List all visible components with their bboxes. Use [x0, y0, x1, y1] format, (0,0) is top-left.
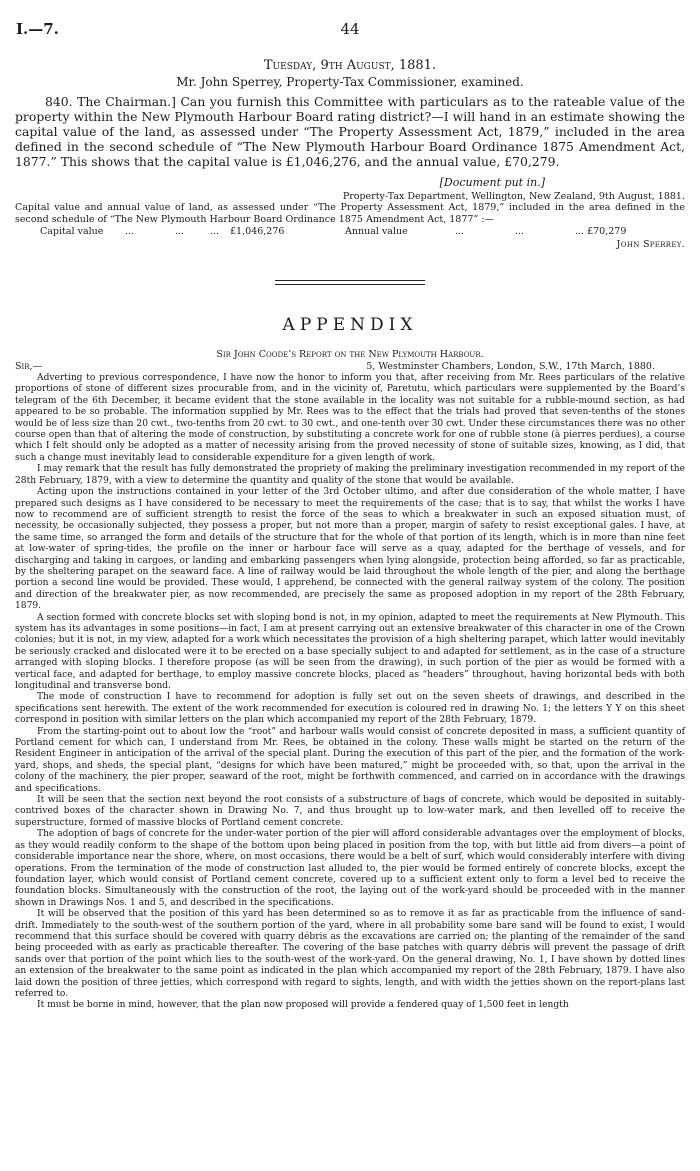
paragraph: From the starting-point out to about low the “root” and harbour walls would consist of concrete deposited in mass, a sufficient quantity of Portland cement for which can, I understand from Mr. Rees, be obtained in the colony. These walls might be started on the return of the Resident Engineer in anticipation of the arrival of the special plant. During the execution of this part of the pier, and the formation of the work-yard, shops, and sheds, the special plant, “designs for which have been matured,” might be proceeded with, so that, upon the arrival in the colony of the machinery, the pier proper, seaward of the root, might be forthwith commenced, and carried on in accordance with the drawings and specifications. [15, 726, 685, 794]
address: 5, Westminster Chambers, London, S.W., 17th March, 1880. [366, 361, 655, 373]
witness-line: Mr. John Sperrey, Property-Tax Commissioner, examined. [176, 75, 524, 89]
paragraph: I may remark that the result has fully demonstrated the propriety of making the preliminary investigation recommended in my report of the 28th February, 1879, with a view to determine the quantity and quality of the stone that would be available. [15, 464, 685, 486]
report-title: Sir John Coode’s Report on the New Plymouth Harbour. [216, 349, 484, 361]
paragraph: Acting upon the instructions contained in your letter of the 3rd October ultimo, and after due consideration of the whole matter, I have prepared such designs as I have considered to be necessary to meet the requirements of the case; that is to say, that whilst the works I have now to recommend are of sufficient strength to resist the force of the seas to which a breakwater in such an exposed situation must, of necessity, be occasionally subjected, they possess a proper, but not more than a proper, margin of safety to resist exceptional gales. I have, at the same time, so arranged the form and details of the structure that for the whole of that portion of its length, which is in more than nine feet at low-water of spring-tides, the profile on the inner or harbour face will serve as a quay, adapted for the berthage of vessels, and for discharging and taking in cargoes, or landing and embarking passengers when lying alongside, protection being afforded, so far as practicable, by the sheltering parapet on the seaward face. A line of railway would be laid throughout the whole length of the pier, and along the berthage portion a second line would be provided. These would, I apprehend, be connected with the general railway system of the colony. The position and direction of the breakwater pier, as now recommended, are precisely the same as proposed adoption in my report of the 28th February, 1879. [15, 487, 685, 612]
document-put-in: [Document put in.] [439, 175, 545, 189]
paragraph: The adoption of bags of concrete for the under-water portion of the pier will afford considerable advantages over the employment of blocks, as they would readily conform to the shape of the bottom upon being placed in position from the top, with but little aid from divers—a point of considerable importance near the shore, where, on most occasions, there would be a belt of surf, which would considerably interfere with diving operations. From the termination of the mode of construction last alluded to, the pier would be formed entirely of concrete blocks, except the foundation layer, which would consist of Portland cement concrete, covered up to a sufficient extent only to form a level bed to receive the foundation blocks. Simultaneously with the construction of the root, the laying out of the work-yard should be proceeded with in the manner shown in Drawings Nos. 1 and 5, and described in the specifications. [15, 829, 685, 908]
capital-paragraph: Capital value and annual value of land, as assessed under “The Property Assessment Act, 1879,” included in the area defined in the second schedule of “The New Plymouth Harbour Board Ordinance 1875 Amendment Act, 1877” :— [15, 202, 685, 225]
question-840: 840. The Chairman.] Can you furnish this Committee with particulars as to the rateable value of the property within the New Plymouth Harbour Board rating district?—I will hand in an estimate showing the capital value of the land, as assessed under “The Property Assessment Act, 1879,” included in the area defined in the second schedule of “The New Plymouth Harbour Board Ordinance 1875 Amendment Act, 1877.” This shows that the capital value is £1,046,276, and the annual value, £70,279. [15, 94, 685, 169]
department-line: Property-Tax Department, Wellington, New Zealand, 9th August, 1881. [342, 190, 685, 202]
capital-amount: £1,046,276 [230, 226, 285, 238]
page-number: 44 [340, 20, 360, 38]
date-line: Tuesday, 9th August, 1881. [263, 58, 437, 73]
salutation: Sir,— [15, 361, 43, 373]
paragraph: It must be borne in mind, however, that the plan now proposed will provide a fendered quay of 1,500 feet in length [37, 1000, 569, 1011]
document-body [15, 58, 685, 1012]
dots-4: ... [455, 226, 465, 238]
document-code: I.—7. [16, 20, 59, 38]
dots-1: ... [125, 226, 135, 238]
dots-2: ... [175, 226, 185, 238]
paragraph: The mode of construction I have to recommend for adoption is fully set out on the seven sheets of drawings, and described in the specifications sent herewith. The extent of the work recommended for execution is coloured red in drawing No. 1; the letters Y Y on this sheet correspond in position with similar letters on the plan which accompanied my report of the 28th February, 1879. [15, 692, 685, 726]
appendix-title: APPENDIX [282, 315, 418, 336]
signature: John Sperrey. [616, 239, 685, 251]
paragraph: It will be seen that the section next beyond the root consists of a substructure of bags of concrete, which would be deposited in suitably-contrived boxes of the character shown in Drawing No. 7, and thus brought up to low-water mark, and then levelled off to receive the superstructure, formed of massive blocks of Portland cement concrete. [15, 795, 685, 828]
dots-3: ... [210, 226, 220, 238]
annual-label: Annual value [345, 226, 408, 238]
annual-amount: ... £70,279 [575, 226, 627, 238]
paragraph: Adverting to previous correspondence, I have now the honor to inform you that, after receiving from Mr. Rees particulars of the relative proportions of stone of different sizes procurable from, and in the vicinity of, Paretutu, which particulars were supplemented by the Board’s telegram of the 6th December, it became evident that the stone available in the locality was not suitable for a rubble-mound section, as had appeared to be so probable. The information supplied by Mr. Rees was to the effect that the trials had proved that seven-tenths of the stones would be of less size than 20 cwt., two-tenths from 20 cwt. to 30 cwt., and one-tenth over 30 cwt. Under these circumstances there was no other course open than that of altering the mode of construction, by substituting a concrete work for one of rubble stone (à pierres perdues), a course which I felt should only be adopted as a matter of necessity arising from the proved necessity of stone of suitable sizes, knowing, as I did, that such a change must inevitably lead to considerable expenditure for a given length of work. [15, 373, 685, 463]
paragraph: A section formed with concrete blocks set with sloping bond is not, in my opinion, adapted to meet the requirements at New Plymouth. This system has its advantages in some positions—in fact, I am at present carrying out an extensive breakwater of this character in one of the Crown colonies; but it is not, in my view, adapted for a work which necessitates the provision of a high sheltering parapet, which latter would inevitably be seriously cracked and dislocated were it to be erected on a base specially subject to and adapted for settlement, as in the case of a structure arranged with sloping blocks. I therefore propose (as will be seen from the drawing), in such portion of the pier as would be formed with a vertical face, and adapted for berthage, to employ massive concrete blocks, placed as “headers” throughout, having horizontal beds with both longitudinal and transverse bond. [15, 612, 685, 691]
report-text [15, 373, 685, 1012]
values-row [15, 226, 685, 239]
salutation-line [15, 360, 685, 373]
section-divider [275, 280, 425, 285]
paragraph: It will be observed that the position of this yard has been determined so as to remove it as far as practicable from the influence of sand-drift. Immediately to the south-west of the southern portion of the yard, where in all probability some bare sand will be found to exist, I would recommend that this surface should be covered with quarry débris as the excavations are carried on; the planting of the remainder of the sand being proceeded with as early as practicable thereafter. The covering of the base patches with quarry débris will prevent the passage of drift sands over that portion of the point which lies to the south-west of the work-yard. On the general drawing, No. 1, I have shown by dotted lines an extension of the breakwater to the same point as indicated in the plan which accompanied my report of the 28th February, 1879. I have also laid down the position of three jetties, which correspond with regard to sights, length, and with width the jetties shown on the report-plans last referred to. [15, 909, 685, 999]
dots-5: ... [515, 226, 525, 238]
capital-label: Capital value [40, 226, 104, 238]
page-header [10, 20, 690, 40]
